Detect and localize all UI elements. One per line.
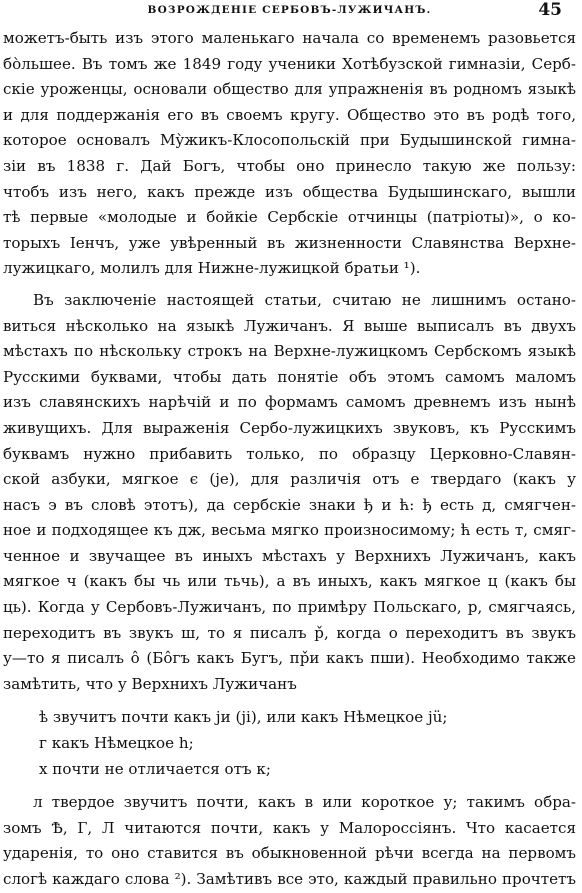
paragraph-1	[3, 26, 576, 282]
text-line: которое основалъ Му̀жикъ-Клосопольскій при Будышинской гимна-	[3, 131, 576, 150]
text-line: изъ славянскихъ нарѣчій и по формамъ самомъ древнемъ изъ нынѣ	[3, 393, 576, 412]
text-line: скіе уроженцы, основали общество для упражненія въ родномъ языкѣ	[3, 80, 576, 99]
text-line: и для поддержанія его въ своемъ кругу. Общество это въ родѣ того,	[3, 105, 576, 124]
text-line: ченное и звучащее въ иныхъ мѣстахъ у Верхнихъ Лужичанъ, какъ	[3, 546, 576, 565]
text-line: ць). Когда у Сербовъ-Лужичанъ, по примѣру Польскаго, р, смягчаясь,	[3, 598, 576, 617]
text-line: мягкое ч (какъ бы чь или тьчь), а въ иныхъ, какъ мягкое ц (какъ бы	[3, 572, 576, 591]
text-line: бо̀льшее. Въ томъ же 1849 году ученики Хотѣбузской гимназіи, Серб-	[3, 54, 576, 73]
list-item: ѣ звучитъ почти какъ ји (ji), или какъ Нѣмецкое jü;	[39, 708, 448, 727]
text-line: мѣстахъ по нѣскольку строкъ на Верхне-лужицкомъ Сербскомъ языкѣ	[3, 342, 576, 361]
text-line: Русскими буквами, чтобы дать понятіе объ этомъ самомъ маломъ	[3, 367, 576, 386]
letter-list	[3, 705, 576, 782]
page-number: 45	[538, 0, 562, 20]
paragraph-2	[3, 288, 576, 698]
text-line: чтобъ изъ него, какъ прежде изъ общества Будышинскаго, вышли	[3, 182, 576, 201]
text-line: лужицкаго, молилъ для Нижне-лужицкой братьи ¹).	[3, 259, 421, 278]
text-line: живущихъ. Для выраженія Сербо-лужицкихъ звуковъ, къ Русскимъ	[3, 418, 576, 437]
text-line: насъ э въ словѣ этотъ), да сербскіе знаки ђ и ћ: ђ есть д, смягчен-	[3, 495, 576, 514]
body-text	[3, 26, 576, 893]
running-head	[3, 0, 576, 26]
list-gap	[3, 782, 576, 790]
text-line: виться нѣсколько на языкѣ Лужичанъ. Я выше выписалъ въ двухъ	[3, 316, 576, 335]
list-gap	[3, 697, 576, 705]
text-line: переходитъ въ звукъ ш, то я писалъ р̌, когда о переходитъ въ звукъ	[3, 623, 576, 642]
text-line: Въ заключеніе настоящей статьи, считаю не лишнимъ остано-	[33, 290, 576, 309]
text-line: торыхъ Іенчъ, уже увѣренный въ жизненности Славянства Верхне-	[3, 233, 576, 252]
list-item: х почти не отличается отъ к;	[39, 759, 271, 778]
text-line: слогѣ каждаго слова ²). Замѣтивъ все это, каждый правильно прочтетъ	[3, 870, 576, 888]
paragraph-3	[3, 790, 576, 892]
text-line: буквамъ нужно прибавить только, по образцу Церковно-Славян-	[3, 444, 576, 463]
text-line: ное и подходящее къ дж, весьма мягко произносимому; ћ есть т, смяг-	[3, 521, 576, 540]
text-line: ской азбуки, мягкое є (je), для различія отъ е твердаго (какъ у	[3, 470, 576, 489]
text-line: зіи въ 1838 г. Дай Богъ, чтобы оно принесло такую же пользу:	[3, 156, 576, 175]
text-line: ударенія, то оно ставится въ обыкновенной рѣчи всегда на первомъ	[3, 844, 576, 863]
text-line: л твердое звучитъ почти, какъ в или короткое у; такимъ обра-	[33, 793, 576, 812]
text-line: зомъ Ѣ, Г, Л читаются почти, какъ у Малороссіянъ. Что касается	[3, 818, 576, 837]
text-line: можетъ-быть изъ этого маленькаго начала со временемъ разовьется	[3, 29, 576, 47]
list-item: г какъ Нѣмецкое h;	[39, 734, 194, 753]
text-line: тѣ первые «молодые и бойкіе Сербскіе отчинцы (патріоты)», о ко-	[3, 208, 576, 227]
text-line: у—то я писалъ ô (Бôгъ какъ Бугъ, пр̌и какъ пши). Необходимо также	[3, 649, 576, 668]
text-line: замѣтить, что у Верхнихъ Лужичанъ	[3, 674, 297, 693]
running-title: ВОЗРОЖДЕНІЕ СЕРБОВЪ-ЛУЖИЧАНЪ.	[147, 4, 432, 16]
